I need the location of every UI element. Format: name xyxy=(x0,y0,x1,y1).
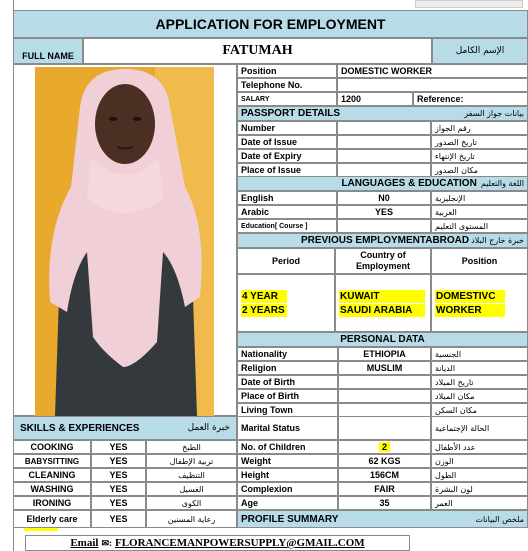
elderly-care-highlight xyxy=(24,528,58,531)
passport-row-arabic: رقم الجواز xyxy=(431,121,528,135)
languages-heading-text: LANGUAGES & EDUCATION xyxy=(341,178,477,189)
previous-body-position xyxy=(431,274,528,332)
marital-arabic: الحالة الإجتماعية xyxy=(431,416,528,440)
passport-row-label: Date of Issue xyxy=(237,135,337,149)
previous-body-period xyxy=(237,274,335,332)
previous-heading-arabic: خبرة خارج البلاد xyxy=(471,236,524,245)
previous-period-header: Period xyxy=(237,248,335,274)
language-row-value: YES xyxy=(337,205,431,219)
previous-row-country: KUWAIT xyxy=(339,290,425,303)
personal-row-arabic: مكان الميلاد xyxy=(431,389,528,403)
salary-label: SALARY xyxy=(237,92,337,106)
personal-row-label: Place of Birth xyxy=(237,389,338,403)
passport-row-label: Date of Expiry xyxy=(237,149,337,163)
personal-row-arabic: الجنسية xyxy=(431,347,528,361)
marital-label: Marital Status xyxy=(237,416,338,440)
passport-row-arabic: مكان الصدور xyxy=(431,163,528,177)
personal-row-value: ETHIOPIA xyxy=(338,347,431,361)
skills-heading-text: SKILLS & EXPERIENCES xyxy=(20,422,140,434)
language-row-label: Education[ Course ] xyxy=(237,219,337,233)
marital-value xyxy=(338,416,431,440)
personal-stat-value: FAIR xyxy=(374,484,395,494)
skill-row-label: COOKING xyxy=(13,440,91,454)
language-row-arabic: المستوى التعليم xyxy=(431,219,528,233)
passport-row-label: Number xyxy=(237,121,337,135)
summary-heading-arabic: ملخص البيانات xyxy=(475,514,524,524)
top-image-strip xyxy=(415,0,523,8)
personal-stat-value-cell xyxy=(338,482,431,496)
personal-row-value xyxy=(338,375,431,389)
passport-row-value xyxy=(337,163,431,177)
passport-row-arabic: تاريخ الإنتهاء xyxy=(431,149,528,163)
personal-stat-value: 62 KGS xyxy=(368,456,401,466)
personal-stat-arabic: الطول xyxy=(431,468,528,482)
skill-row-label: Elderly care xyxy=(13,510,91,528)
personal-stat-label: Height xyxy=(237,468,338,482)
skill-row-arabic: الكوى xyxy=(146,496,237,510)
previous-heading-text: PREVIOUS EMPLOYMENTABROAD xyxy=(300,235,470,246)
personal-stat-value-cell xyxy=(338,440,431,454)
email-bar xyxy=(25,535,410,551)
previous-row-country: SAUDI ARABIA xyxy=(339,304,425,317)
summary-heading xyxy=(237,510,528,528)
personal-row-label: Date of Birth xyxy=(237,375,338,389)
previous-country-header: Country of Employment xyxy=(335,248,431,274)
passport-heading-arabic: بيانات جواز السفر xyxy=(464,109,524,118)
skill-row-value: YES xyxy=(91,482,146,496)
full-name-label: FULL NAME xyxy=(13,38,83,64)
personal-row-arabic: الديانة xyxy=(431,361,528,375)
previous-row-position: DOMESTIVC xyxy=(435,290,505,303)
personal-stat-value-cell xyxy=(338,454,431,468)
telephone-value xyxy=(337,78,528,92)
skill-row-value: YES xyxy=(91,440,146,454)
language-row-label: Arabic xyxy=(237,205,337,219)
language-row-label: English xyxy=(237,191,337,205)
languages-heading-arabic: اللغة والتعليم xyxy=(480,179,524,188)
form-title: APPLICATION FOR EMPLOYMENT xyxy=(13,10,528,38)
personal-stat-arabic: العمر xyxy=(431,496,528,510)
personal-row-arabic: تاريخ الميلاد xyxy=(431,375,528,389)
skill-row-label: BABYSITTING xyxy=(13,454,91,468)
reference-label: Reference: xyxy=(413,92,528,106)
skill-row-label: IRONING xyxy=(13,496,91,510)
position-value: DOMESTIC WORKER xyxy=(337,64,528,78)
personal-stat-value: 2 xyxy=(379,442,390,452)
personal-row-label: Religion xyxy=(237,361,338,375)
skill-row-arabic: الغسيل xyxy=(146,482,237,496)
passport-heading xyxy=(237,106,528,121)
skill-row-label: WASHING xyxy=(13,482,91,496)
personal-stat-value-cell xyxy=(338,496,431,510)
summary-heading-text: PROFILE SUMMARY xyxy=(241,513,339,525)
personal-stat-arabic: الوزن xyxy=(431,454,528,468)
skill-row-arabic: الطبخ xyxy=(146,440,237,454)
telephone-label: Telephone No. xyxy=(237,78,337,92)
skills-heading xyxy=(13,416,237,440)
envelope-icon: ✉: xyxy=(101,537,112,548)
personal-stat-value: 156CM xyxy=(369,470,399,480)
applicant-photo xyxy=(35,67,214,416)
previous-heading xyxy=(237,233,528,248)
passport-row-value xyxy=(337,121,431,135)
previous-row-position: WORKER xyxy=(435,304,505,317)
language-row-arabic: الإنجليزية xyxy=(431,191,528,205)
personal-stat-label: No. of Children xyxy=(237,440,338,454)
personal-stat-arabic: عدد الأطفال xyxy=(431,440,528,454)
personal-stat-label: Age xyxy=(237,496,338,510)
language-row-value: N0 xyxy=(337,191,431,205)
right-eye xyxy=(133,117,141,121)
previous-row-period: 2 YEARS xyxy=(241,304,287,317)
language-row-value xyxy=(337,219,431,233)
skill-row-arabic: تربية الإطفال xyxy=(146,454,237,468)
skill-row-value: YES xyxy=(91,510,146,528)
personal-stat-value-cell xyxy=(338,468,431,482)
email-address[interactable]: FLORANCEMANPOWERSUPPLY@GMAIL.COM xyxy=(114,537,365,549)
personal-stat-value: 35 xyxy=(379,498,390,508)
personal-stat-arabic: لون البشرة xyxy=(431,482,528,496)
previous-body-country xyxy=(335,274,431,332)
salary-value: 1200 xyxy=(337,92,413,106)
personal-row-value xyxy=(338,403,431,417)
left-eye xyxy=(109,117,117,121)
passport-row-value xyxy=(337,149,431,163)
skill-row-value: YES xyxy=(91,468,146,482)
personal-row-value: MUSLIM xyxy=(338,361,431,375)
personal-row-value xyxy=(338,389,431,403)
personal-heading: PERSONAL DATA xyxy=(237,332,528,347)
full-name-arabic: الإسم الكامل xyxy=(432,38,528,64)
personal-row-label: Nationality xyxy=(237,347,338,361)
passport-row-arabic: تاريخ الصدور xyxy=(431,135,528,149)
personal-stat-label: Weight xyxy=(237,454,338,468)
previous-position-header: Position xyxy=(431,248,528,274)
languages-heading xyxy=(237,176,528,191)
position-label: Position xyxy=(237,64,337,78)
skills-heading-arabic: خبرة العمل xyxy=(187,423,230,433)
email-label: Email xyxy=(70,537,99,549)
passport-row-label: Place of Issue xyxy=(237,163,337,177)
skill-row-arabic: التنظيف xyxy=(146,468,237,482)
skill-row-arabic: رعاية المسنين xyxy=(146,510,237,528)
skill-row-label: CLEANING xyxy=(13,468,91,482)
language-row-arabic: العربية xyxy=(431,205,528,219)
personal-stat-label: Complexion xyxy=(237,482,338,496)
full-name-value: FATUMAH xyxy=(83,38,432,64)
personal-row-arabic: مكان السكن xyxy=(431,403,528,417)
skill-row-value: YES xyxy=(91,454,146,468)
skill-row-value: YES xyxy=(91,496,146,510)
face xyxy=(95,84,155,164)
passport-heading-text: PASSPORT DETAILS xyxy=(241,108,341,119)
passport-row-value xyxy=(337,135,431,149)
previous-row-period: 4 YEAR xyxy=(241,290,287,303)
personal-row-label: Living Town xyxy=(237,403,338,417)
